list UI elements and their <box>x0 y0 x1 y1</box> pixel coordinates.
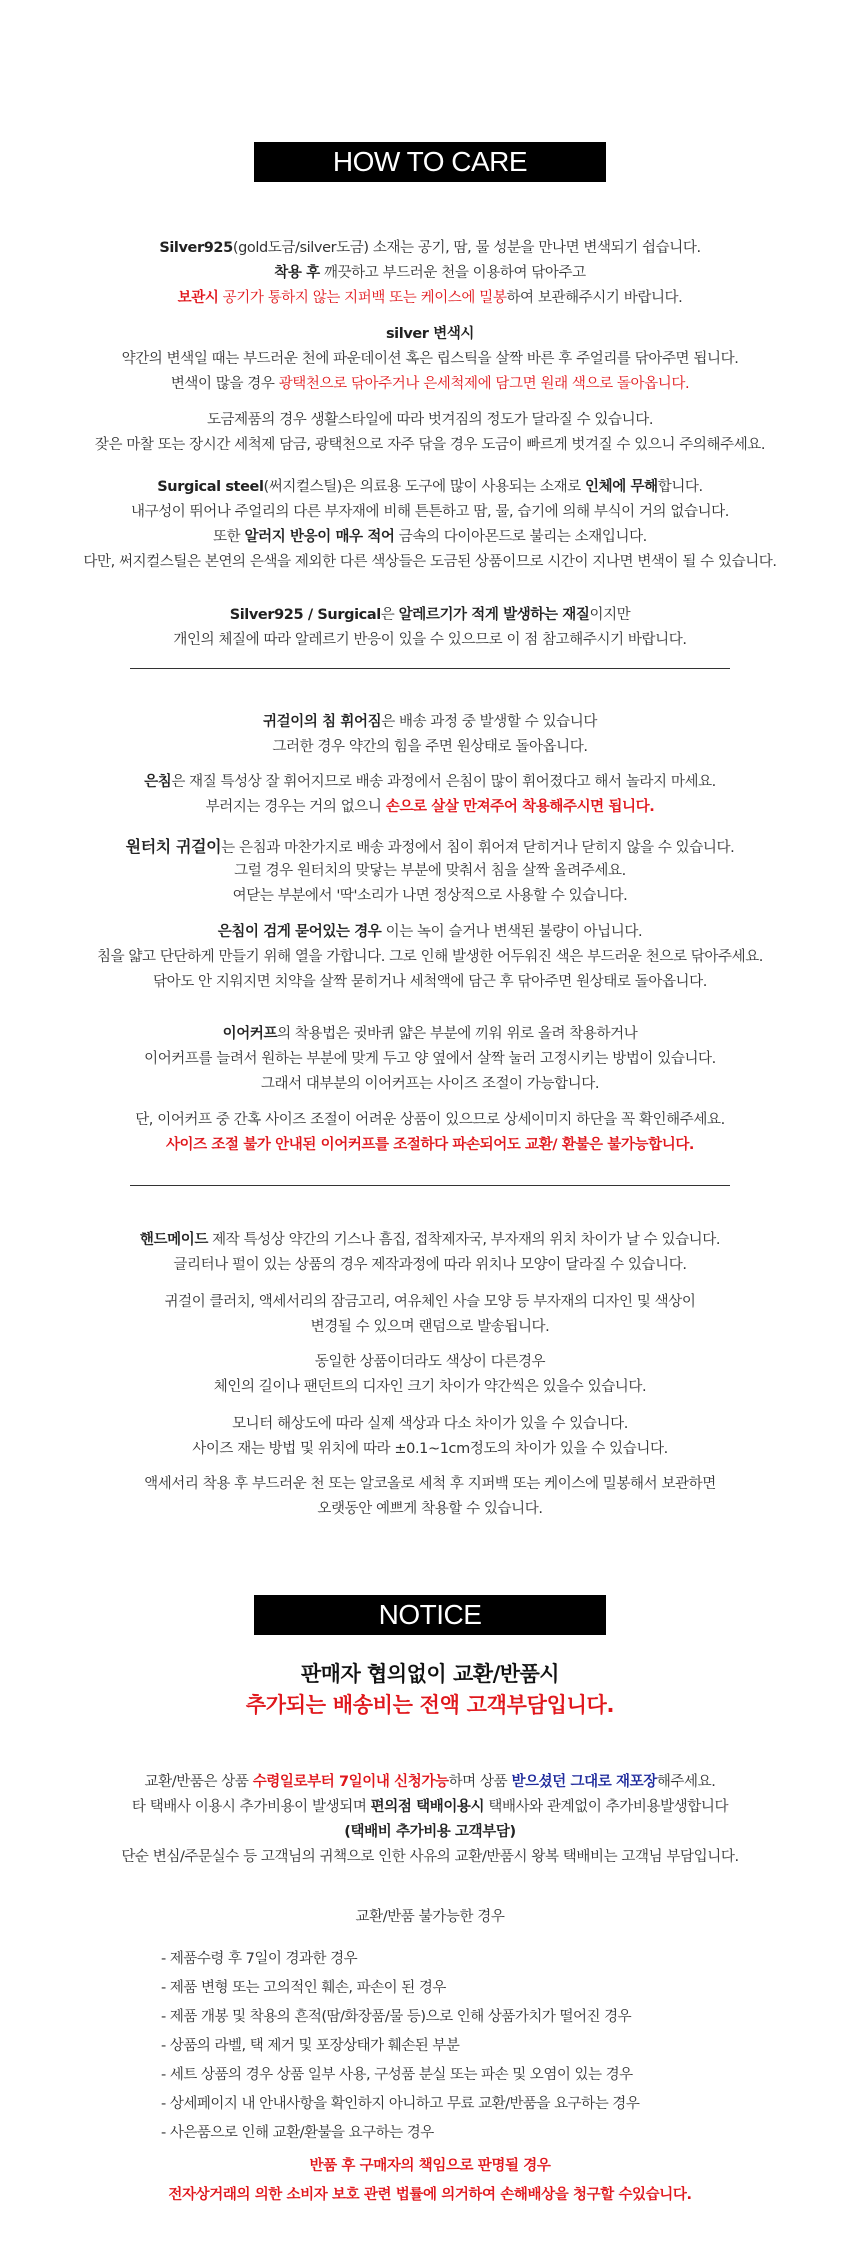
list-item: - 상세페이지 내 안내사항을 확인하지 아니하고 무료 교환/반품을 요구하는 경우 <box>161 2096 640 2112</box>
silver-pin-paragraph: 은침은 재질 특성상 잘 휘어지므로 배송 과정에서 은침이 많이 휘어졌다고 해서 놀라지 마세요. 부러지는 경우는 거의 없으니 손으로 살살 만져주어 착용해주시면 됩니다. <box>144 774 716 815</box>
section-divider <box>130 668 730 669</box>
legal-warning: 반품 후 구매자의 책임으로 판명될 경우 전자상거래의 의한 소비자 보호 관련 법률에 의거하여 손해배상을 청구할 수있습니다. <box>168 2158 692 2203</box>
notice-headline: 판매자 협의없이 교환/반품시 추가되는 배송비는 전액 고객부담입니다. <box>245 1662 615 1717</box>
earring-pin-bend-paragraph: 귀걸이의 침 휘어짐은 배송 과정 중 발생할 수 있습니다 그러한 경우 약간의 힘을 주면 원상태로 돌아옵니다. <box>263 714 597 755</box>
silver925-care-paragraph: Silver925(gold도금/silver도금) 소재는 공기, 땀, 물 성분을 만나면 변색되기 쉽습니다. 착용 후 깨끗하고 부드러운 천을 이용하여 닦아주고 보관시 공기가 통하지 않는 지퍼백 또는 케이스에 밀봉하여 보관해주시기 바랍니다. <box>159 240 701 306</box>
list-item: - 세트 상품의 경우 상품 일부 사용, 구성품 분실 또는 파손 및 오염이 있는 경우 <box>161 2067 633 2083</box>
black-pin-paragraph: 은침이 검게 묻어있는 경우 이는 녹이 슬거나 변색된 불량이 아닙니다. 침을 얇고 단단하게 만들기 위해 열을 가합니다. 그로 인해 발생한 어두워진 색은 부드러운 천으로 닦아주세요. 닦아도 안 지워지면 치약을 살짝 묻히거나 세척액에 담근 후 닦아주면 원상태로 돌아옵니다. <box>96 924 764 990</box>
notice-banner: NOTICE <box>254 1595 606 1635</box>
surgical-steel-paragraph: Surgical steel(써지컬스틸)은 의료용 도구에 많이 사용되는 소재로 인체에 무해합니다. 내구성이 뛰어나 주얼리의 다른 부자재에 비해 튼튼하고 땀, 물, 습기에 의해 부식이 거의 없습니다. 또한 알러지 반응이 매우 적어 금속의 다이아몬드로 불리는 소재입니다. 다만, 써지컬스틸은 본연의 은색을 제외한 다른 색상들은 도금된 상품이므로 시간이 지나면 변색이 될 수 있습니다. <box>83 479 777 570</box>
one-touch-earring-paragraph: 원터치 귀걸이는 은침과 마찬가지로 배송 과정에서 침이 휘어져 닫히거나 닫히지 않을 수 있습니다. 그럴 경우 원터치의 맞닿는 부분에 맞춰서 침을 살짝 올려주세요. 여닫는 부분에서 '딱'소리가 나면 정상적으로 사용할 수 있습니다. <box>125 837 735 904</box>
handmade-paragraph: 핸드메이드 제작 특성상 약간의 기스나 흠집, 접착제자국, 부자재의 위치 차이가 날 수 있습니다. 글리터나 펄이 있는 상품의 경우 제작과정에 따라 위치나 모양이 달라질 수 있습니다. <box>139 1232 721 1273</box>
how-to-care-banner: HOW TO CARE <box>254 142 606 182</box>
silver-discoloration-paragraph: silver 변색시 약간의 변색일 때는 부드러운 천에 파운데이션 혹은 립스틱을 살짝 바른 후 주얼리를 닦아주면 됩니다. 변색이 많을 경우 광택천으로 닦아주거나 은세척제에 담그면 원래 색으로 돌아옵니다. <box>121 326 739 392</box>
exchange-return-policy-paragraph: 교환/반품은 상품 수령일로부터 7일이내 신청가능하며 상품 받으셨던 그대로 재포장해주세요. 타 택배사 이용시 추가비용이 발생되며 편의점 택배이용시 택배사와 관계없이 추가비용발생합니다 (택배비 추가비용 고객부담) 단순 변심/주문실수 등 고객님의 귀책으로 인한 사유의 교환/반품시 왕복 택배비는 고객님 부담입니다. <box>121 1774 739 1865</box>
ear-cuff-paragraph: 이어커프의 착용법은 귓바퀴 얇은 부분에 끼워 위로 올려 착용하거나 이어커프를 늘려서 원하는 부분에 맞게 두고 양 옆에서 살짝 눌러 고정시키는 방법이 있습니다. 그래서 대부분의 이어커프는 사이즈 조절이 가능합니다. <box>144 1026 716 1092</box>
list-item: - 사은품으로 인해 교환/환불을 요구하는 경우 <box>161 2125 434 2141</box>
allergy-paragraph: Silver925 / Surgical은 알레르기가 적게 발생하는 재질이지만 개인의 체질에 따라 알레르기 반응이 있을 수 있으므로 이 점 참고해주시기 바랍니다. <box>173 607 687 648</box>
non-returnable-title: 교환/반품 불가능한 경우 <box>355 1909 505 1925</box>
section-divider <box>130 1185 730 1186</box>
monitor-size-paragraph: 모니터 해상도에 따라 실제 색상과 다소 차이가 있을 수 있습니다. 사이즈 재는 방법 및 위치에 따라 ±0.1~1cm정도의 차이가 있을 수 있습니다. <box>192 1416 668 1457</box>
list-item: - 제품수령 후 7일이 경과한 경우 <box>161 1951 358 1967</box>
list-item: - 제품 변형 또는 고의적인 훼손, 파손이 된 경우 <box>161 1980 446 1996</box>
storage-tip-paragraph: 액세서리 착용 후 부드러운 천 또는 알코올로 세척 후 지퍼백 또는 케이스에 밀봉해서 보관하면 오랫동안 예쁘게 착용할 수 있습니다. <box>144 1476 716 1517</box>
accessory-parts-paragraph: 귀걸이 클러치, 액세서리의 잠금고리, 여유체인 사슬 모양 등 부자재의 디자인 및 색상이 변경될 수 있으며 랜덤으로 발송됩니다. <box>164 1294 696 1335</box>
color-variation-paragraph: 동일한 상품이더라도 색상이 다른경우 체인의 길이나 팬던트의 디자인 크기 차이가 약간씩은 있을수 있습니다. <box>213 1354 647 1395</box>
list-item: - 제품 개봉 및 착용의 흔적(땀/화장품/물 등)으로 인해 상품가치가 떨어진 경우 <box>161 2009 632 2025</box>
plating-paragraph: 도금제품의 경우 생활스타일에 따라 벗겨짐의 정도가 달라질 수 있습니다. 잦은 마찰 또는 장시간 세척제 담금, 광택천으로 자주 닦을 경우 도금이 빠르게 벗겨질 수 있으니 주의해주세요. <box>94 412 766 453</box>
non-returnable-list <box>161 1947 639 2146</box>
list-item: - 상품의 라벨, 택 제거 및 포장상태가 훼손된 부분 <box>161 2038 460 2054</box>
ear-cuff-warning-paragraph: 단, 이어커프 중 간혹 사이즈 조절이 어려운 상품이 있으므로 상세이미지 하단을 꼭 확인해주세요. 사이즈 조절 불가 안내된 이어커프를 조절하다 파손되어도 교환/ 환불은 불가능합니다. <box>135 1112 725 1153</box>
